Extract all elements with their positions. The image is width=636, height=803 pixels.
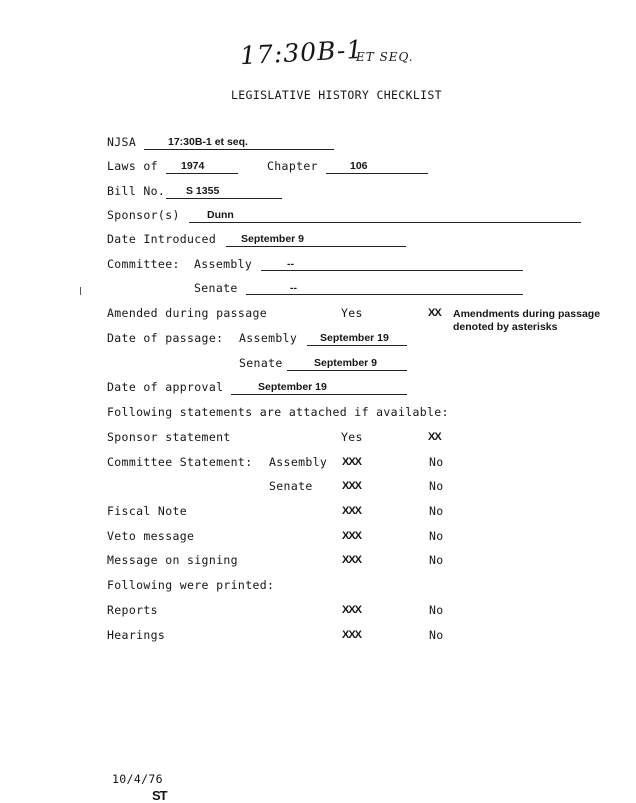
message-on-signing-label: Message on signing [107,553,238,567]
printed-heading: Following were printed: [107,578,275,592]
committee-assembly-label: Assembly [194,257,253,271]
passage-senate-value: September 9 [314,357,378,369]
message-on-signing-yes-struck: XXX [342,554,362,566]
laws-of-underline [166,173,238,174]
committee-senate-value: -- [290,282,297,294]
veto-message-no: No [429,529,444,543]
handwritten-suffix: ET SEQ. [356,50,414,64]
amended-no-struck: XX [428,307,441,319]
passage-senate-underline [287,370,407,371]
committee-statement-senate-label: Senate [269,479,313,493]
hearings-no: No [429,628,444,642]
stray-mark [80,287,81,295]
fiscal-note-no: No [429,504,444,518]
veto-message-label: Veto message [107,529,195,543]
passage-assembly-underline [307,345,407,346]
reports-label: Reports [107,603,158,617]
sponsor-statement-no-struck: XX [428,431,441,443]
bill-no-label: Bill No. [107,184,166,198]
laws-of-label: Laws of [107,159,158,173]
date-introduced-value: September 9 [241,233,305,245]
date-of-approval-underline [231,394,407,395]
passage-assembly-value: September 19 [320,332,389,344]
committee-statement-senate-no: No [429,479,444,493]
message-on-signing-no: No [429,553,444,567]
amended-note-line1: Amendments during passage [453,308,601,320]
amended-yes: Yes [341,306,363,320]
bill-no-underline [166,198,282,199]
date-of-approval-label: Date of approval [107,380,224,394]
fiscal-note-label: Fiscal Note [107,504,188,518]
fiscal-note-yes-struck: XXX [342,505,362,517]
committee-statement-assembly-no: No [429,455,444,469]
committee-statement-assembly-yes-struck: XXX [342,456,362,468]
statements-heading: Following statements are attached if available: [107,405,449,419]
footer-date: 10/4/76 [112,772,163,786]
committee-statement-label: Committee Statement: [107,455,253,469]
njsa-value: 17:30B-1 et seq. [168,136,248,148]
chapter-underline [326,173,428,174]
passage-senate-label: Senate [239,356,283,370]
sponsor-label: Sponsor(s) [107,208,180,222]
veto-message-yes-struck: XXX [342,530,362,542]
passage-assembly-label: Assembly [239,331,298,345]
bill-no-value: S 1355 [186,185,220,197]
date-introduced-underline [226,246,406,247]
hearings-yes-struck: XXX [342,629,362,641]
amended-label: Amended during passage [107,306,268,320]
committee-statement-assembly-label: Assembly [269,455,328,469]
handwritten-citation: 17:30B-1 [239,34,364,71]
reports-yes-struck: XXX [342,604,362,616]
committee-assembly-underline [261,270,523,271]
sponsor-statement-yes: Yes [341,430,363,444]
committee-statement-senate-yes-struck: XXX [342,480,362,492]
committee-label: Committee: [107,257,180,271]
sponsor-statement-label: Sponsor statement [107,430,231,444]
laws-of-value: 1974 [181,160,205,172]
reports-no: No [429,603,444,617]
hearings-label: Hearings [107,628,166,642]
sponsor-value: Dunn [207,209,234,221]
njsa-underline [144,149,334,150]
chapter-value: 106 [350,160,368,172]
date-of-approval-value: September 19 [258,381,327,393]
committee-assembly-value: -- [287,258,294,270]
chapter-label: Chapter [267,159,318,173]
committee-senate-label: Senate [194,281,238,295]
date-introduced-label: Date Introduced [107,232,217,246]
date-of-passage-label: Date of passage: [107,331,224,345]
amended-note-line2: denoted by asterisks [453,321,558,333]
page-title: LEGISLATIVE HISTORY CHECKLIST [231,88,442,102]
committee-senate-underline [246,294,523,295]
sponsor-underline [189,222,581,223]
footer-mark: ST [152,788,167,803]
njsa-label: NJSA [107,135,137,149]
